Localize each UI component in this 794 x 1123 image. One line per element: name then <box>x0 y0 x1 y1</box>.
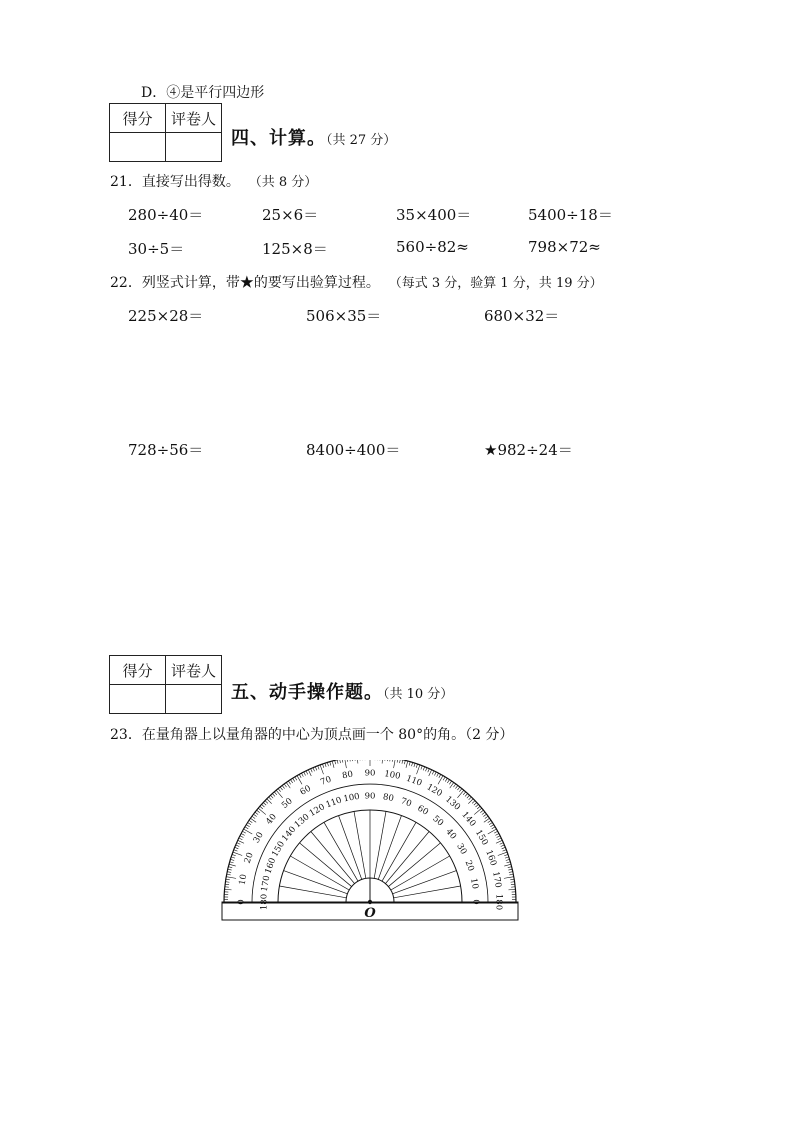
grader-cell[interactable] <box>166 685 222 714</box>
protractor-inner-label: 110 <box>324 795 344 811</box>
protractor-tick <box>508 889 515 890</box>
protractor-tick <box>265 801 268 804</box>
protractor-tick <box>445 778 447 781</box>
protractor-inner-label: 90 <box>364 791 376 802</box>
protractor-tick <box>496 840 502 843</box>
protractor-tick <box>490 825 493 827</box>
protractor-tick <box>467 795 470 798</box>
section-4-heading <box>231 124 396 150</box>
protractor-tick <box>480 810 483 813</box>
q22-text: 22．列竖式计算，带★的要写出验算过程。 <box>110 275 380 291</box>
section-5-points: （共 10 分） <box>383 687 454 702</box>
protractor-tick <box>257 810 260 813</box>
protractor-tick <box>255 812 258 814</box>
protractor-tick <box>504 877 514 879</box>
protractor-tick <box>504 854 508 855</box>
q21-item: 798×72≈ <box>528 238 601 256</box>
protractor-tick <box>232 854 236 855</box>
protractor-tick <box>357 760 358 764</box>
score-table <box>109 655 222 714</box>
protractor-radial-line <box>324 822 358 881</box>
protractor-outer-label: 160 <box>483 848 499 868</box>
protractor-tick <box>304 772 306 776</box>
protractor-tick <box>438 776 443 785</box>
protractor-tick <box>509 872 513 873</box>
protractor-outer-label: 130 <box>443 794 463 813</box>
protractor-tick <box>434 772 436 776</box>
protractor-tick <box>263 802 266 805</box>
protractor-tick <box>253 814 256 816</box>
q21-item: 125×8＝ <box>262 240 328 258</box>
protractor-tick <box>394 760 396 768</box>
protractor-outer-label: 50 <box>280 796 295 811</box>
protractor-inner-label: 60 <box>415 803 430 818</box>
protractor-tick <box>246 825 249 827</box>
protractor-inner-label: 140 <box>280 824 299 844</box>
protractor-tick <box>228 867 232 868</box>
protractor-tick <box>270 795 273 798</box>
protractor-radial-line <box>393 871 457 894</box>
protractor-tick <box>234 850 238 851</box>
protractor-tick <box>500 843 504 845</box>
protractor-outer-label: 20 <box>242 851 256 865</box>
score-cell[interactable] <box>110 133 166 162</box>
protractor-tick <box>274 792 277 795</box>
protractor-tick <box>227 874 231 875</box>
protractor-tick <box>350 760 351 761</box>
protractor-tick <box>245 827 248 829</box>
protractor-tick <box>252 816 255 818</box>
protractor-tick <box>397 760 398 763</box>
protractor-tick <box>226 877 236 879</box>
protractor-tick <box>416 764 417 768</box>
grader-label: 评卷人 <box>166 656 222 685</box>
protractor-tick <box>297 776 302 785</box>
protractor-radial-line <box>378 816 401 880</box>
protractor-tick <box>504 864 511 866</box>
section-4-title: 四、计算。 <box>231 128 326 149</box>
protractor-tick <box>489 822 492 824</box>
center-label: O <box>364 906 376 921</box>
protractor-tick <box>390 760 391 761</box>
protractor-outer-label: 90 <box>364 768 376 779</box>
protractor-tick <box>455 785 457 788</box>
q21-item: 560÷82≈ <box>396 238 469 256</box>
protractor-tick <box>465 794 468 797</box>
protractor-tick <box>295 777 297 780</box>
protractor-inner-label: 10 <box>468 877 480 890</box>
protractor-outer-label: 180 <box>493 893 504 911</box>
protractor-tick <box>230 859 234 860</box>
protractor-tick <box>313 768 315 772</box>
section-5-title: 五、动手操作题。 <box>231 682 383 703</box>
protractor-tick <box>249 820 252 822</box>
protractor-radial-line <box>339 816 362 880</box>
protractor-tick <box>404 760 405 764</box>
q21-item: 5400÷18＝ <box>528 206 613 224</box>
protractor-outer-label: 140 <box>459 809 478 829</box>
protractor-tick <box>506 862 510 863</box>
protractor-inner-label: 120 <box>307 802 327 820</box>
protractor-tick <box>429 770 432 776</box>
protractor-outer-label: 40 <box>264 812 279 827</box>
protractor-tick <box>502 847 506 848</box>
protractor-tick <box>330 762 331 766</box>
protractor-tick <box>290 780 292 783</box>
protractor-tick <box>311 769 313 773</box>
protractor-tick <box>443 777 445 780</box>
protractor-outer-label: 10 <box>237 873 250 886</box>
protractor-tick <box>510 879 514 880</box>
protractor-inner-label: 50 <box>430 813 446 829</box>
protractor-radial-line <box>290 856 349 890</box>
protractor-tick <box>495 833 499 835</box>
protractor-tick <box>318 766 319 770</box>
protractor-tick <box>262 804 265 807</box>
protractor-inner-label: 20 <box>462 859 476 873</box>
protractor-inner-label: 30 <box>454 842 469 857</box>
q22-prompt <box>110 272 603 292</box>
q22-item: 728÷56＝ <box>128 441 204 459</box>
protractor-tick <box>269 797 272 800</box>
protractor-tick <box>506 859 510 860</box>
protractor[interactable] <box>220 760 520 925</box>
score-label: 得分 <box>110 104 166 133</box>
q23-prompt: 23．在量角器上以量角器的中心为顶点画一个 80°的角。（2 分） <box>110 727 514 743</box>
protractor-center-point[interactable] <box>368 900 372 904</box>
protractor-tick <box>421 766 422 770</box>
protractor-tick <box>325 763 326 767</box>
option-d: D．④是平行四边形 <box>141 85 265 101</box>
protractor-tick <box>409 762 410 766</box>
protractor-tick <box>469 797 472 800</box>
protractor-tick <box>340 760 341 763</box>
protractor-radial-line <box>284 871 348 894</box>
protractor-tick <box>503 850 507 851</box>
protractor-tick <box>244 829 253 834</box>
protractor-tick <box>488 820 491 822</box>
protractor-tick <box>459 789 462 792</box>
score-table <box>109 103 222 162</box>
protractor-tick <box>225 882 229 883</box>
protractor-inner-label: 40 <box>443 826 459 842</box>
protractor-tick <box>308 770 311 776</box>
protractor-tick <box>227 872 231 873</box>
score-cell[interactable] <box>110 685 166 714</box>
grader-label: 评卷人 <box>166 104 222 133</box>
protractor-tick <box>231 857 235 858</box>
protractor-radial-line <box>279 886 346 898</box>
protractor-tick <box>392 760 393 762</box>
protractor-tick <box>288 781 290 784</box>
protractor-tick <box>278 789 281 792</box>
protractor-tick <box>437 773 439 777</box>
protractor-tick <box>509 874 513 875</box>
protractor-tick <box>449 781 451 784</box>
protractor-tick <box>485 816 488 818</box>
protractor-tick <box>347 760 348 762</box>
protractor-inner-label: 150 <box>270 839 288 859</box>
protractor-inner-label: 0 <box>470 899 481 905</box>
score-label: 得分 <box>110 656 166 685</box>
protractor-tick <box>482 812 485 814</box>
section-4-points: （共 27 分） <box>326 133 397 148</box>
protractor-tick <box>474 802 477 805</box>
protractor-tick <box>342 760 343 763</box>
protractor-tick <box>240 836 244 838</box>
protractor-radial-line <box>354 811 366 878</box>
protractor-tick <box>432 771 434 775</box>
protractor-tick <box>276 790 282 798</box>
protractor-tick <box>258 808 266 814</box>
protractor-tick <box>284 784 286 787</box>
protractor-tick <box>345 760 347 768</box>
protractor-tick <box>412 762 413 766</box>
protractor-tick <box>472 801 475 804</box>
protractor-tick <box>453 784 455 787</box>
protractor-outer-label: 110 <box>404 773 424 789</box>
protractor-tick <box>335 760 336 764</box>
protractor-tick <box>327 762 328 766</box>
protractor-tick <box>494 831 497 833</box>
protractor-radial-line <box>391 856 450 890</box>
q21-prompt <box>110 171 317 191</box>
q22-item: 506×35＝ <box>306 307 382 325</box>
protractor-tick <box>225 889 232 890</box>
protractor-outer-label: 170 <box>490 870 503 889</box>
protractor-outer-label: 60 <box>298 783 313 798</box>
protractor-tick <box>242 831 245 833</box>
protractor-tick <box>332 761 334 768</box>
protractor-inner-label: 170 <box>259 874 273 893</box>
q21-item: 35×400＝ <box>396 206 472 224</box>
protractor-inner-label: 100 <box>342 791 361 805</box>
q22-item: ★982÷24＝ <box>484 441 573 459</box>
protractor-tick <box>239 838 243 840</box>
protractor-tick <box>463 792 466 795</box>
protractor-tick <box>282 785 284 788</box>
protractor-tick <box>498 838 502 840</box>
protractor-tick <box>488 829 497 834</box>
protractor-inner-label: 130 <box>292 812 312 831</box>
protractor-tick <box>457 787 459 790</box>
protractor-tick <box>497 836 501 838</box>
q21-text: 21．直接写出得数。 <box>110 174 240 190</box>
q22-item: 8400÷400＝ <box>306 441 401 459</box>
protractor-tick <box>301 773 303 777</box>
protractor-tick <box>492 827 495 829</box>
protractor-tick <box>315 767 316 771</box>
protractor-tick <box>423 767 424 771</box>
protractor-tick <box>306 771 308 775</box>
protractor-tick <box>428 769 430 773</box>
protractor-tick <box>236 845 240 847</box>
protractor-radial-line <box>394 886 461 898</box>
protractor-tick <box>248 822 251 824</box>
protractor-tick <box>238 840 244 843</box>
protractor-tick <box>439 774 441 777</box>
protractor-tick <box>447 780 449 783</box>
protractor-outer-label: 30 <box>251 830 266 845</box>
protractor-outer-label: 0 <box>236 899 247 905</box>
protractor-tick <box>400 760 401 763</box>
protractor-tick <box>474 808 482 814</box>
protractor-tick <box>226 879 230 880</box>
protractor-tick <box>337 760 338 764</box>
protractor-inner-label: 70 <box>399 796 413 810</box>
protractor-tick <box>457 790 463 798</box>
protractor-outer-label: 150 <box>472 828 490 848</box>
q22-points: （每式 3 分，验算 1 分，共 19 分） <box>388 276 603 291</box>
protractor-tick <box>293 778 295 781</box>
protractor-inner-label: 160 <box>263 856 279 876</box>
grader-cell[interactable] <box>166 133 222 162</box>
protractor-tick <box>476 804 479 807</box>
protractor-radial-line <box>374 811 386 878</box>
q22-item: 680×32＝ <box>484 307 560 325</box>
protractor-tick <box>235 847 239 848</box>
protractor-tick <box>483 814 486 816</box>
protractor-tick <box>299 774 301 777</box>
protractor-radial-line <box>382 822 416 881</box>
protractor-tick <box>272 794 275 797</box>
q21-item: 280÷40＝ <box>128 206 204 224</box>
protractor-tick <box>501 845 505 847</box>
q21-item: 30÷5＝ <box>128 240 185 258</box>
protractor-tick <box>477 806 480 809</box>
protractor-tick <box>406 761 408 768</box>
protractor-outer-label: 80 <box>341 769 354 782</box>
protractor-tick <box>237 843 241 845</box>
protractor-outer-label: 70 <box>319 774 333 788</box>
protractor-tick <box>402 760 403 764</box>
protractor-tick <box>505 857 509 858</box>
protractor-tick <box>260 806 263 809</box>
section-5-heading <box>231 678 453 704</box>
protractor-tick <box>508 867 512 868</box>
protractor-tick <box>511 882 515 883</box>
q21-item: 25×6＝ <box>262 206 319 224</box>
q21-points: （共 8 分） <box>248 175 318 190</box>
protractor-inner-label: 180 <box>259 893 270 911</box>
protractor-tick <box>425 768 427 772</box>
protractor-tick <box>229 864 236 866</box>
protractor-tick <box>508 869 512 870</box>
protractor-outer-label: 120 <box>424 782 444 800</box>
protractor-tick <box>322 764 323 768</box>
q22-item: 225×28＝ <box>128 307 204 325</box>
protractor-inner-label: 80 <box>382 792 395 804</box>
protractor-tick <box>280 787 282 790</box>
protractor-tick <box>241 833 245 835</box>
protractor-tick <box>382 760 383 764</box>
protractor-outer-label: 100 <box>383 769 402 782</box>
protractor-tick <box>414 763 415 767</box>
protractor-tick <box>228 869 232 870</box>
protractor-tick <box>230 862 234 863</box>
